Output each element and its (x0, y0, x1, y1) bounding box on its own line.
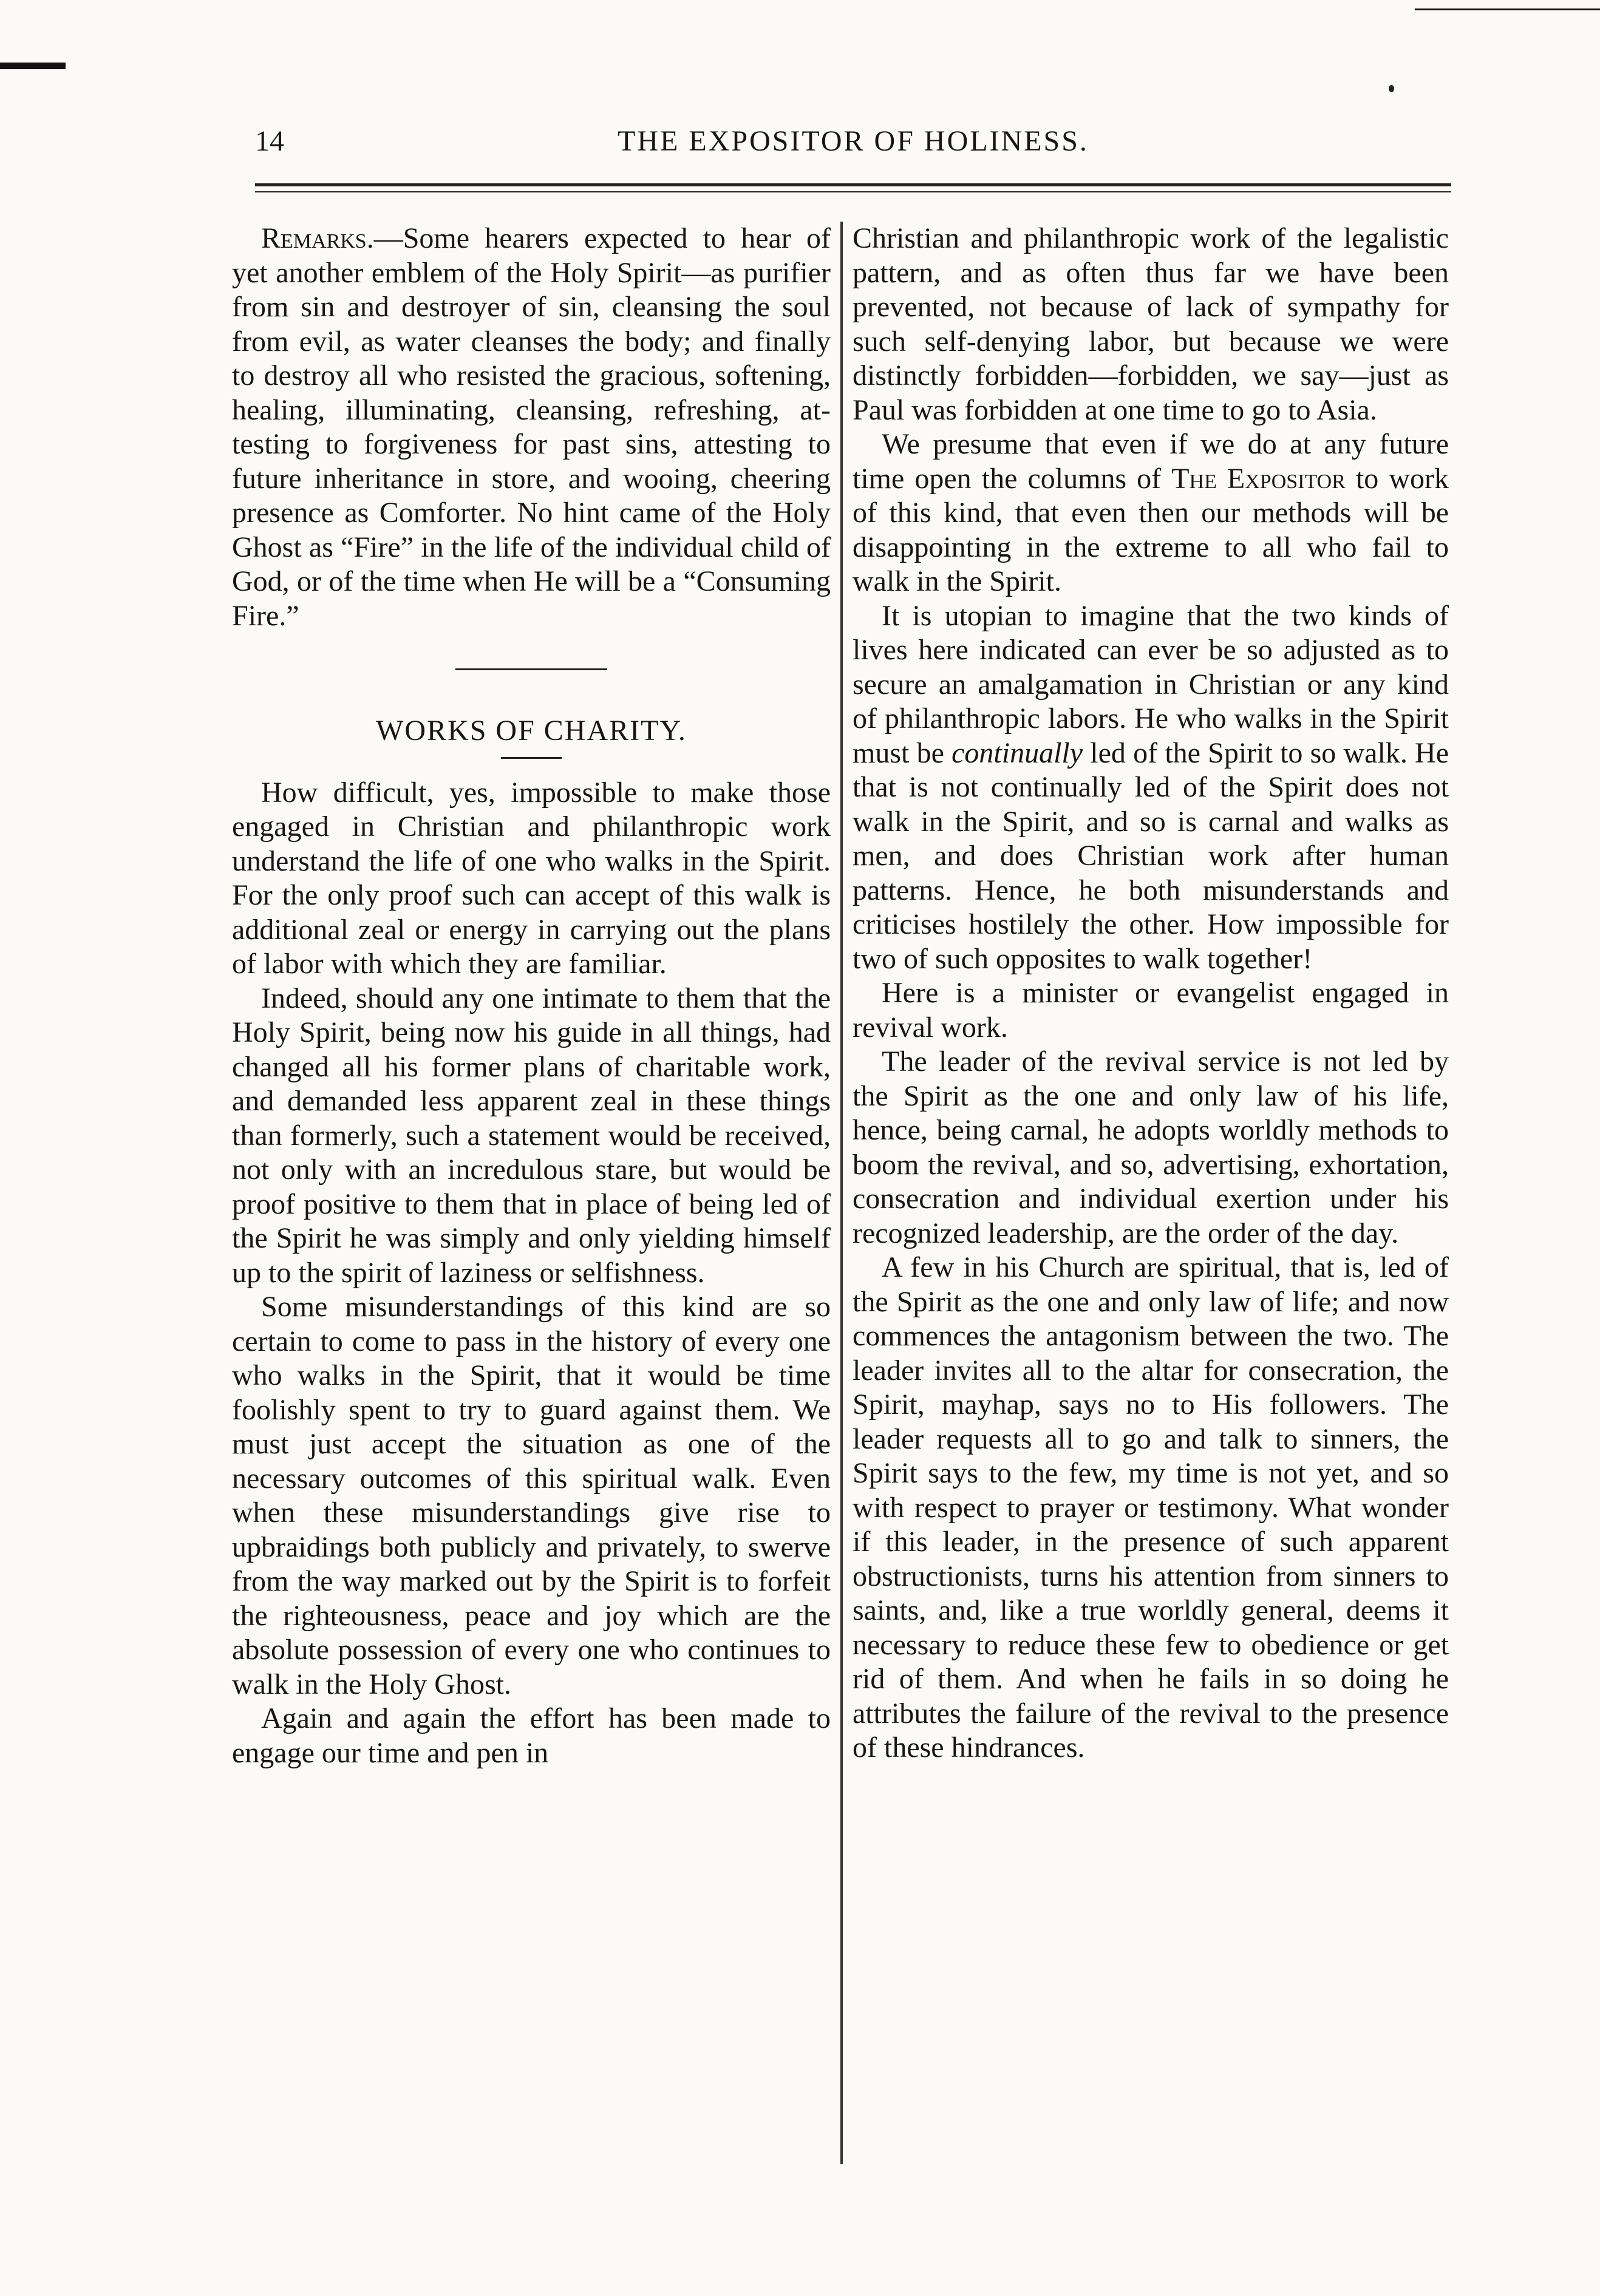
paragraph: Indeed, should any one intimate to them that the Holy Spirit, being now his guide in all things, had changed all his former plans of charitable work, and demanded less apparent zeal in these things than formerly, such a statement would be received, not only with an incredulous stare, but would be proof positive to them that in place of being led of the Spirit he was simply and only yielding himself up to the spirit of laziness or selfishness. (232, 982, 831, 1289)
remarks-lead: Remarks. (261, 222, 374, 254)
paragraph: Again and again the effort has been made to engage our time and pen in (232, 1702, 831, 1769)
running-title: THE EXPOSITOR OF HOLINESS. (618, 125, 1089, 157)
left-column (232, 222, 831, 1770)
header-rule-thin (255, 191, 1451, 192)
paragraph-text: It is utopian to imagine that the two kinds of lives here indicated can ever be so adjusted as to secure an amalgamation in Christian or any kind of philanthropic labors. He who walks in the Spirit must be (853, 599, 1449, 769)
right-column (853, 222, 1449, 1765)
paragraph-text: We presume that even if we do at any future time open the columns of (853, 428, 1449, 495)
paragraph-text: to work of this kind, that even then our methods will be disappointing in the extreme to all who fail to walk in the Spirit. (853, 462, 1449, 597)
scan-mark-top-right (1415, 8, 1600, 10)
paragraph-text: led of the Spirit to so walk. He that is not continually led of the Spirit does not walk in the Spirit, and so is carnal and walks as men, and does Christian work after human patterns. Hence, he both misunderstands and criticises hostilely the other. How impossible for two of such opposites to walk together! (853, 736, 1449, 975)
remarks-text: —Some hearers expected to hear of yet another emblem of the Holy Spirit—as purifier from sin and destroyer of sin, cleansing the soul from evil, as water cleanses the body; and finally to destroy all who resisted the gracious, softening, healing, illuminating, cleansing, refreshing, attesting to forgiveness for past sins, attesting to future inheritance in store, and wooing, cheering presence as Comforter. No hint came of the Holy Ghost as “Fire” in the life of the individual child of God, or of the time when He will be a “Consuming Fire.” (232, 222, 831, 632)
section-divider (455, 668, 607, 670)
paragraph: The leader of the revival service is not led by the Spirit as the one and only law of his life, hence, being carnal, he adopts worldly methods to boom the revival, and so, advertising, exhortation, consecration and individual exertion under his recognized leadership, are the order of the day. (853, 1045, 1449, 1249)
section-title-underline (501, 757, 562, 759)
section-title: WORKS OF CHARITY. (376, 715, 687, 747)
emphasis: continually (951, 736, 1083, 769)
paragraph (853, 427, 1449, 599)
scan-mark-left (0, 63, 66, 69)
page-number: 14 (255, 125, 284, 157)
paragraph: A few in his Church are spiritual, that is, led of the Spirit as the one and only law of life; and now commences the antagonism between the two. The leader invites all to the altar for consecration, the Spirit, mayhap, says no to His followers. The leader requests all to go and talk to sinners, the Spirit says to the few, my time is not yet, and so with respect to prayer or testimony. What wonder if this leader, in the presence of such apparent obstructionists, turns his attention from sinners to saints, and, like a true worldly general, deems it necessary to reduce these few to obedience or get rid of them. And when he fails in so doing he attributes the failure of the revival to the presence of these hindrances. (853, 1251, 1449, 1764)
scan-speck (1389, 85, 1394, 92)
remarks-paragraph (232, 222, 831, 633)
header-rule-thick (255, 183, 1451, 186)
running-header (255, 124, 1451, 173)
continuation-paragraph: Christian and philanthropic work of the legalistic pattern, and as often thus far we have been prevented, not because of lack of sympathy for such self-denying labor, but because we were distinctly forbidden—forbidden, we say—just as Paul was forbidden at one time to go to Asia. (853, 222, 1449, 426)
paragraph: Here is a minister or evangelist engaged in revival work. (853, 977, 1449, 1044)
publication-name: The Expositor (1171, 462, 1346, 495)
paragraph: How difficult, yes, impossible to make those engaged in Christian and philanthropic work understand the life of one who walks in the Spirit. For the only proof such can accept of this walk is additional zeal or energy in carrying out the plans of labor with which they are familiar. (232, 776, 831, 980)
paragraph: Some misunderstandings of this kind are so certain to come to pass in the history of every one who walks in the Spirit, that it would be time foolishly spent to try to guard against them. We must just accept the situation as one of the necessary outcomes of this spiritual walk. Even when these misunderstandings give rise to upbraidings both publicly and privately, to swerve from the way marked out by the Spirit is to forfeit the righteousness, peace and joy which are the absolute possession of every one who continues to walk in the Holy Ghost. (232, 1291, 831, 1700)
paragraph (853, 599, 1449, 977)
column-divider (840, 222, 843, 2164)
